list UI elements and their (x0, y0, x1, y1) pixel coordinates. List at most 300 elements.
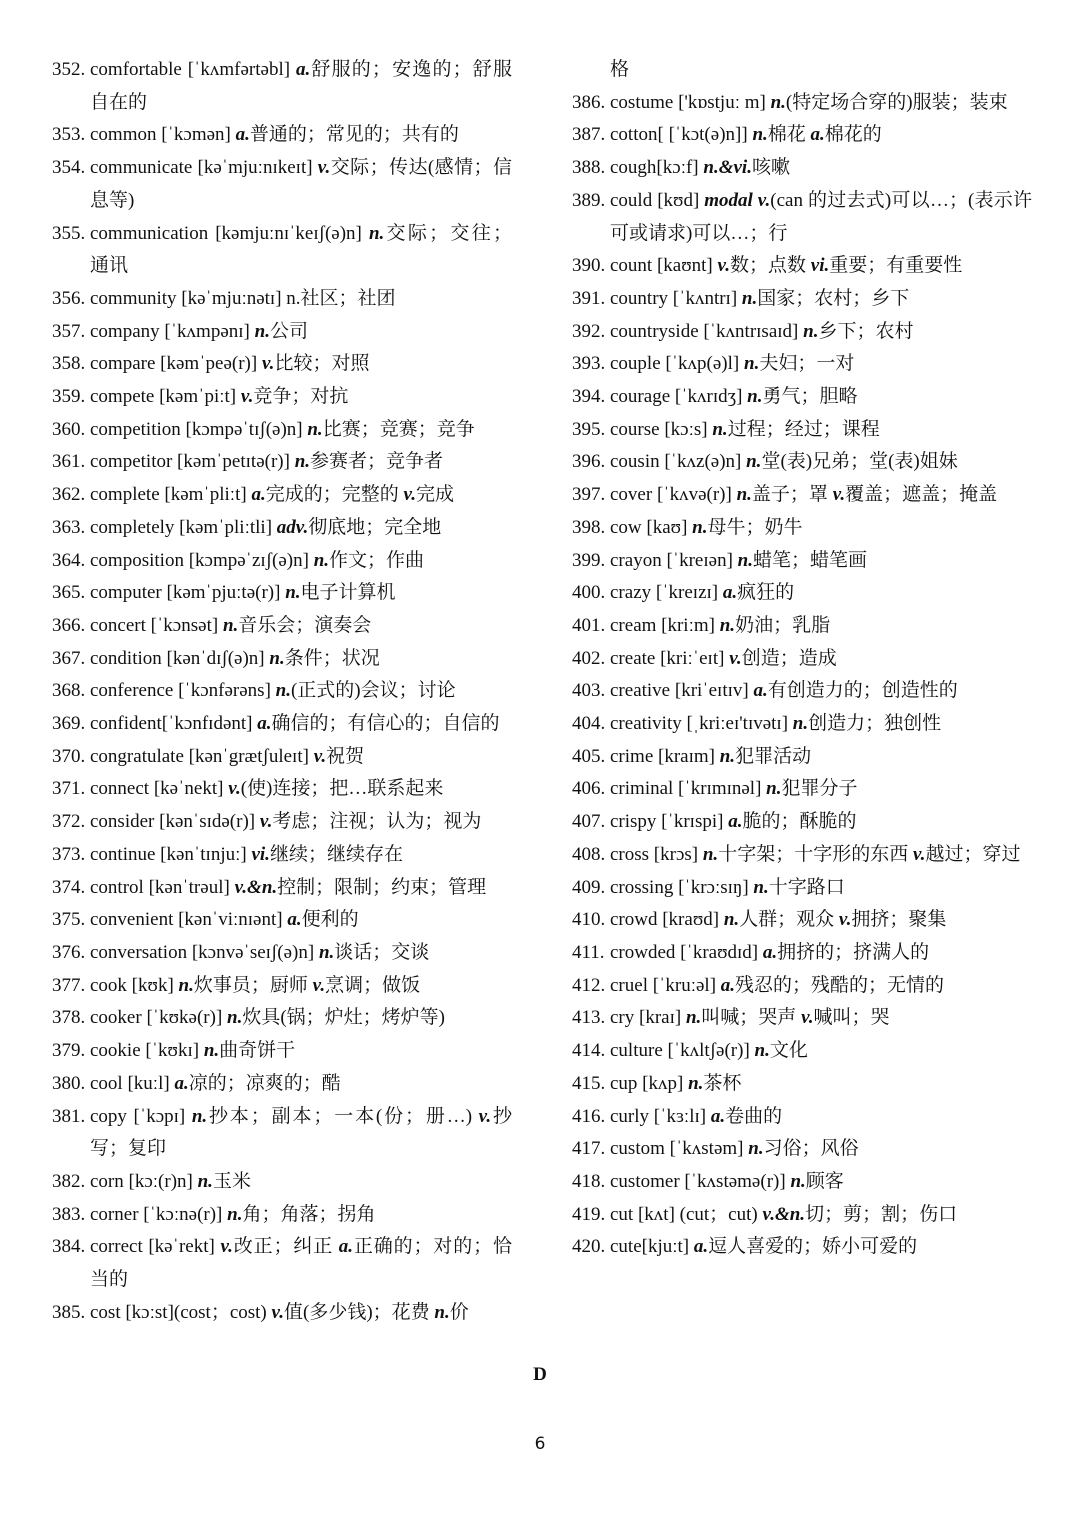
entry-headword: crazy [ˈkreɪzɪ] (610, 582, 723, 604)
entry-definition: 乡下；农村 (818, 320, 914, 342)
vocab-entry (52, 610, 512, 643)
entry-number: 415. (572, 1072, 606, 1094)
vocab-entry (572, 545, 1032, 578)
entry-definition: 茶杯 (703, 1072, 742, 1094)
vocab-entry (52, 1035, 512, 1068)
entry-number: 388. (572, 157, 606, 179)
entry-headword: computer [kəmˈpjuːtə(r)] (90, 582, 286, 604)
entry-pos: n. (254, 320, 270, 342)
entry-definition: 棉花 (767, 124, 811, 146)
vocab-entry (52, 218, 512, 283)
entry-pos-secondary: v. (838, 909, 852, 931)
entry-headword: communication [kəmjuːnɪˈkeɪʃ(ə)n] (90, 222, 369, 244)
right-column (572, 54, 1032, 1264)
entry-pos: adv. (276, 516, 309, 538)
entry-definition-secondary: 拥挤；聚集 (851, 909, 947, 931)
entry-pos: n. (752, 124, 768, 146)
entry-definition: 夫妇；一对 (759, 353, 855, 375)
vocab-entry (52, 479, 512, 512)
entry-pos: a. (710, 1105, 726, 1127)
entry-headword: country [ˈkʌntrɪ] (610, 287, 742, 309)
entry-number: 357. (52, 320, 86, 342)
entry-definition: 咳嗽 (751, 157, 790, 179)
vocab-entry (572, 1231, 1032, 1264)
entry-number: 358. (52, 353, 86, 375)
vocab-entry (572, 119, 1032, 152)
entry-pos: n. (318, 941, 335, 963)
entry-definition: 炊事员；厨师 (193, 974, 313, 996)
vocab-entry (52, 970, 512, 1003)
entry-number: 365. (52, 582, 86, 604)
entry-number: 403. (572, 680, 606, 702)
entry-definition: 盖子；罩 (751, 484, 833, 506)
entry-pos: n. (712, 418, 728, 440)
entry-definition-secondary: 完成 (415, 484, 454, 506)
entry-headword: convenient [kənˈviːnɪənt] (90, 909, 288, 931)
entry-definition: 拥挤的；挤满人的 (777, 941, 930, 963)
vocab-entry (52, 577, 512, 610)
vocab-entry (572, 87, 1032, 120)
entry-pos: n. (692, 516, 708, 538)
entry-pos: n. (368, 222, 385, 244)
entry-definition-secondary: 覆盖；遮盖；掩盖 (845, 484, 998, 506)
vocab-entry (572, 479, 1032, 512)
entry-pos: n. (748, 1138, 764, 1160)
entry-headword: crime [kraɪm] (610, 745, 720, 767)
entry-pos: a. (235, 124, 250, 146)
entry-number: 412. (572, 974, 606, 996)
entry-headword: couple [ˈkʌp(ə)l] (610, 353, 744, 375)
vocab-entry (572, 675, 1032, 708)
vocab-entry (52, 708, 512, 741)
vocab-entry (572, 610, 1032, 643)
entry-number: 378. (52, 1007, 86, 1029)
entry-headword: cook [kʊk] (90, 974, 179, 996)
entry-number: 418. (572, 1170, 606, 1192)
entry-pos: v. (271, 1301, 284, 1323)
entry-headword: comfortable [ˈkʌmfərtəbl] (90, 59, 296, 80)
entry-headword: congratulate [kənˈgrætʃuleɪt] (90, 745, 314, 767)
entry-number: 394. (572, 386, 606, 408)
entry-definition: (can 的过去式)可以…；(表示许可或请求)可以…；行 (610, 189, 1032, 244)
entry-definition: 犯罪分子 (781, 778, 858, 800)
vocab-entry (572, 904, 1032, 937)
vocab-entry (572, 577, 1032, 610)
entry-pos: n. (191, 1105, 208, 1127)
entry-definition: 祝贺 (326, 745, 365, 767)
vocab-entry (52, 904, 512, 937)
entry-pos: n. (294, 451, 311, 473)
entry-pos: n. (275, 680, 291, 702)
vocab-entry (52, 1101, 512, 1166)
entry-pos-secondary: a. (338, 1236, 354, 1258)
entry-pos: a. (728, 811, 743, 833)
entry-pos-secondary: v. (912, 843, 926, 865)
entry-definition: 值(多少钱)；花费 (284, 1301, 435, 1323)
entry-definition: 创造力；独创性 (808, 713, 942, 735)
entry-definition: 国家；农村；乡下 (757, 287, 910, 309)
entry-headword: compare [kəmˈpeə(r)] (90, 353, 262, 375)
entry-number: 381. (52, 1105, 86, 1127)
entry-definition: 卷曲的 (725, 1105, 783, 1127)
entry-number: 384. (52, 1236, 86, 1258)
entry-definition: 交际；交往；通讯 (90, 222, 512, 277)
entry-number: 360. (52, 418, 86, 440)
entry-definition: (特定场合穿的)服装；装束 (785, 91, 1008, 113)
entry-number: 361. (52, 451, 86, 473)
entry-number: 366. (52, 614, 86, 636)
entry-pos: v. (313, 745, 327, 767)
entry-definition: 比赛；竞赛；竞争 (322, 418, 475, 440)
entry-definition: 抄本；副本；一本(份；册…) (207, 1105, 479, 1127)
entry-headword: cool [kuːl] (90, 1072, 175, 1094)
entry-pos: n. (747, 386, 763, 408)
entry-pos: n. (792, 713, 809, 735)
entry-headword: confident[ˈkɔnfɪdənt] (90, 713, 258, 735)
entry-pos: a. (257, 713, 272, 735)
entry-definition: 数；点数 (730, 255, 811, 277)
entry-definition: 勇气；胆略 (762, 386, 858, 408)
vocab-entry (572, 773, 1032, 806)
entry-pos: n. (227, 1007, 243, 1029)
entry-pos: n. (685, 1007, 702, 1029)
entry-headword: cry [kraɪ] (610, 1007, 686, 1029)
entry-pos: a. (720, 974, 736, 996)
vocab-entry (572, 414, 1032, 447)
entry-number: 417. (572, 1138, 606, 1160)
entry-headword: cow [kaʊ] (610, 516, 693, 538)
entry-pos: n. (197, 1170, 213, 1192)
entry-definition: 谈话；交谈 (334, 941, 430, 963)
entry-definition: 切；剪；割；伤口 (805, 1203, 958, 1225)
entry-pos: a. (722, 582, 738, 604)
entry-number: 375. (52, 909, 86, 931)
entry-pos: n. (790, 1170, 806, 1192)
entry-definition-secondary: 抄写；复印 (90, 1105, 512, 1160)
vocab-entry (572, 1166, 1032, 1199)
entry-definition: 改正；纠正 (232, 1236, 339, 1258)
entry-definition: 母牛；奶牛 (707, 516, 803, 538)
vocab-entry (52, 937, 512, 970)
entry-definition: 堂(表)兄弟；堂(表)姐妹 (761, 451, 958, 473)
entry-headword: community [kəˈmjuːnətɪ] (90, 287, 287, 309)
entry-definition: (使)连接；把…联系起来 (240, 778, 444, 800)
entry-headword: condition [kənˈdɪʃ(ə)n] (90, 647, 270, 669)
entry-definition: 炊具(锅；炉灶；烤炉等) (242, 1007, 446, 1029)
entry-definition: 十字架；十字形的东西 (718, 843, 913, 865)
entry-headword: copy [ˈkɔpɪ] (90, 1105, 192, 1127)
entry-continuation: 格 (610, 59, 630, 80)
section-letter: D (533, 1364, 547, 1385)
entry-definition: (正式的)会议；讨论 (290, 680, 456, 702)
entry-headword: completely [kəmˈpliːtli] (90, 516, 277, 538)
vocab-entry (52, 54, 512, 119)
vocab-entry (52, 806, 512, 839)
entry-definition: 文化 (769, 1040, 808, 1062)
entry-definition: 蜡笔；蜡笔画 (752, 549, 867, 571)
entry-number: 355. (52, 222, 86, 244)
entry-number: 363. (52, 516, 86, 538)
vocab-entry (572, 316, 1032, 349)
entry-pos: n. (766, 778, 782, 800)
entry-pos-secondary: a. (810, 124, 825, 146)
entry-number: 369. (52, 713, 86, 735)
entry-definition-secondary: 烹调；做饭 (325, 974, 421, 996)
entry-number: 385. (52, 1301, 86, 1323)
vocab-entry (52, 545, 512, 578)
entry-number: 382. (52, 1170, 86, 1192)
entry-definition: 比较；对照 (274, 353, 370, 375)
entry-number: 400. (572, 582, 606, 604)
entry-headword: consider [kənˈsɪdə(r)] (90, 811, 260, 833)
vocab-entry (572, 1101, 1032, 1134)
vocab-entry (52, 414, 512, 447)
entry-definition-secondary: 价 (449, 1301, 469, 1323)
vocab-entry (52, 773, 512, 806)
entry-definition: 逗人喜爱的；娇小可爱的 (708, 1236, 918, 1258)
entry-pos: vi. (251, 843, 270, 865)
entry-headword: curly [ˈkɜːlɪ] (610, 1105, 711, 1127)
entry-pos: v. (261, 353, 275, 375)
entry-definition: 曲奇饼干 (219, 1040, 296, 1062)
entry-headword: cross [krɔs] (610, 843, 703, 865)
entry-definition: 便利的 (301, 909, 359, 931)
entry-pos: v. (240, 386, 254, 408)
entry-headword: countryside [ˈkʌntrɪsaɪd] (610, 320, 804, 342)
entry-pos: a. (295, 59, 311, 80)
entry-number: 405. (572, 745, 606, 767)
entry-definition: 十字路口 (768, 876, 845, 898)
entry-pos-secondary: n. (434, 1301, 450, 1323)
entry-pos: n. (803, 320, 819, 342)
entry-number: 374. (52, 876, 86, 898)
entry-pos: a. (762, 941, 778, 963)
entry-pos: v.&n. (234, 876, 278, 898)
entry-pos: n. (723, 909, 740, 931)
entry-number: 352. (52, 59, 86, 80)
entry-headword: costume ['kɒstjuː m] (610, 91, 771, 113)
entry-number: 390. (572, 255, 606, 277)
entry-number: 396. (572, 451, 606, 473)
entry-definition: 顾客 (805, 1170, 844, 1192)
entry-definition: 交际；传达(感情；信息等) (90, 157, 513, 211)
entry-headword: could [kʊd] (610, 189, 705, 211)
entry-number: 392. (572, 320, 606, 342)
entry-headword: cookie [ˈkʊkɪ] (90, 1040, 204, 1062)
entry-definition: 创造；造成 (741, 647, 837, 669)
entry-number: 354. (52, 157, 86, 179)
vocab-entry (52, 643, 512, 676)
entry-number: 362. (52, 484, 86, 506)
entry-pos: n. (719, 745, 736, 767)
entry-headword: creative [kriˈeɪtɪv] (610, 680, 754, 702)
vocab-entry (572, 643, 1032, 676)
entry-headword: corner [ˈkɔːnə(r)] (90, 1203, 228, 1225)
entry-pos: a. (753, 680, 768, 702)
vocab-entry (52, 872, 512, 905)
entry-number: 386. (572, 91, 606, 113)
entry-number: 367. (52, 647, 86, 669)
entry-number: 409. (572, 876, 606, 898)
entry-number: 387. (572, 124, 606, 146)
entry-pos: n. (269, 647, 285, 669)
entry-definition: 疯狂的 (737, 582, 795, 604)
entry-headword: company [ˈkʌmpənɪ] (90, 320, 255, 342)
entry-definition: 参赛者；竞争者 (310, 451, 444, 473)
entry-pos: v. (717, 255, 730, 277)
entry-number: 407. (572, 811, 606, 833)
entry-definition: 公司 (269, 320, 308, 342)
entry-number: 370. (52, 745, 86, 767)
vocab-entry (52, 348, 512, 381)
entry-definition: 确信的；有信心的；自信的 (271, 713, 500, 735)
entry-pos: n. (737, 549, 753, 571)
entry-pos: n. (746, 451, 762, 473)
entry-headword: courage [ˈkʌrɪdʒ] (610, 386, 748, 408)
entry-pos-secondary: v. (403, 484, 416, 506)
page-number: 6 (534, 1434, 546, 1454)
vocab-entry (52, 1002, 512, 1035)
vocab-entry (52, 283, 512, 316)
entry-number: 397. (572, 484, 606, 506)
entry-headword: creativity [ˌkriːeɪ'tɪvətɪ] (610, 713, 793, 735)
vocab-entry (572, 1068, 1032, 1101)
vocab-entry (572, 708, 1032, 741)
entry-headword: cough[kɔːf] (610, 157, 704, 179)
entry-number: 404. (572, 713, 606, 735)
vocab-entry (572, 512, 1032, 545)
entry-headword: corn [kɔː(r)n] (90, 1170, 198, 1192)
entry-pos: n. (688, 1072, 704, 1094)
entry-definition: 音乐会；演奏会 (238, 614, 372, 636)
vocab-entry (52, 446, 512, 479)
entry-definition: 控制；限制；约束；管理 (277, 876, 487, 898)
vocab-entry (52, 381, 512, 414)
entry-definition: n.社区；社团 (286, 287, 396, 309)
entry-definition: 过程；经过；课程 (727, 418, 880, 440)
entry-pos: n. (203, 1040, 220, 1062)
entry-number: 408. (572, 843, 606, 865)
entry-number: 391. (572, 287, 606, 309)
vocab-entry (572, 806, 1032, 839)
vocab-entry (52, 316, 512, 349)
vocab-entry (572, 1002, 1032, 1035)
entry-pos-secondary: v. (312, 974, 326, 996)
vocab-entry (572, 872, 1032, 905)
vocab-entry (572, 152, 1032, 185)
vocab-entry (52, 1297, 512, 1330)
vocab-entry (52, 839, 512, 872)
entry-headword: cover [ˈkʌvə(r)] (610, 484, 737, 506)
entry-definition: 有创造力的；创造性的 (767, 680, 958, 702)
entry-number: 420. (572, 1236, 606, 1258)
entry-headword: connect [kəˈnekt] (90, 778, 229, 800)
entry-number: 399. (572, 549, 606, 571)
vocab-entry (52, 119, 512, 152)
entry-pos: n. (313, 549, 330, 571)
entry-number: 383. (52, 1203, 86, 1225)
entry-headword: crowded [ˈkraʊdɪd] (610, 941, 763, 963)
entry-pos: a. (174, 1072, 189, 1094)
entry-number: 411. (572, 941, 605, 963)
entry-pos-secondary: v. (801, 1007, 814, 1029)
entry-number: 371. (52, 778, 86, 800)
vocab-entry (572, 741, 1032, 774)
entry-number: 389. (572, 189, 606, 211)
entry-pos: v. (228, 778, 241, 800)
entry-headword: composition [kɔmpəˈzɪʃ(ə)n] (90, 549, 314, 571)
entry-number: 416. (572, 1105, 606, 1127)
entry-definition: 玉米 (212, 1170, 251, 1192)
entry-headword: continue [kənˈtɪnjuː] (90, 843, 252, 865)
entry-headword: crayon [ˈkreɪən] (610, 549, 738, 571)
entry-pos: v. (317, 157, 331, 179)
entry-headword: concert [ˈkɔnsət] (90, 614, 223, 636)
entry-headword: create [kriːˈeɪt] (610, 647, 730, 669)
entry-pos: v. (729, 647, 742, 669)
entry-headword: custom [ˈkʌstəm] (610, 1138, 749, 1160)
entry-headword: competition [kɔmpəˈtɪʃ(ə)n] (90, 418, 308, 440)
entry-pos: v.&n. (762, 1203, 806, 1225)
entry-number: 364. (52, 549, 86, 571)
vocab-entry (572, 446, 1032, 479)
entry-headword: cut [kʌt] (cut；cut) (610, 1203, 763, 1225)
entry-number: 377. (52, 974, 86, 996)
entry-headword: cousin [ˈkʌz(ə)n] (610, 451, 747, 473)
entry-headword: course [kɔːs] (610, 418, 713, 440)
entry-headword: cotton[ [ˈkɔt(ə)n]] (610, 124, 753, 146)
vocab-entry (52, 512, 512, 545)
vocab-entry (52, 1231, 512, 1296)
entry-number: 359. (52, 386, 86, 408)
vocab-entry (572, 185, 1032, 250)
entry-number: 406. (572, 778, 606, 800)
entry-headword: crowd [kraʊd] (610, 909, 724, 931)
entry-definition: 继续；继续存在 (269, 843, 403, 865)
entry-pos: n. (753, 876, 769, 898)
entry-headword: conference [ˈkɔnfərəns] (90, 680, 276, 702)
entry-headword: crispy [ˈkrɪspi] (610, 811, 729, 833)
entry-number: 410. (572, 909, 606, 931)
entry-pos: a. (251, 484, 266, 506)
entry-headword: crossing [ˈkrɔːsɪŋ] (610, 876, 754, 898)
entry-pos: n.&vi. (703, 157, 752, 179)
entry-number: 376. (52, 941, 86, 963)
entry-definition: 条件；状况 (284, 647, 380, 669)
entry-number: 395. (572, 418, 606, 440)
entry-number: 379. (52, 1040, 86, 1062)
vocab-entry (52, 675, 512, 708)
entry-number: 393. (572, 353, 606, 375)
entry-definition: 角；角落；拐角 (242, 1203, 376, 1225)
vocab-entry (572, 1199, 1032, 1232)
entry-number: 419. (572, 1203, 606, 1225)
entry-pos: v. (259, 811, 273, 833)
entry-definition: 人群；观众 (739, 909, 839, 931)
entry-number: 398. (572, 516, 606, 538)
entry-headword: cruel [ˈkruːəl] (610, 974, 721, 996)
entry-number: 356. (52, 287, 86, 309)
entry-definition: 舒服的；安逸的；舒服自在的 (90, 59, 512, 113)
entry-pos-secondary: v. (478, 1105, 492, 1127)
entry-number: 401. (572, 614, 606, 636)
entry-definition: 作文；作曲 (329, 549, 425, 571)
vocab-entry (572, 1133, 1032, 1166)
entry-definition-secondary: 正确的；对的；恰当的 (90, 1236, 512, 1291)
entry-headword: customer [ˈkʌstəmə(r)] (610, 1170, 791, 1192)
entry-definition: 彻底地；完全地 (308, 516, 442, 538)
entry-number: 402. (572, 647, 606, 669)
